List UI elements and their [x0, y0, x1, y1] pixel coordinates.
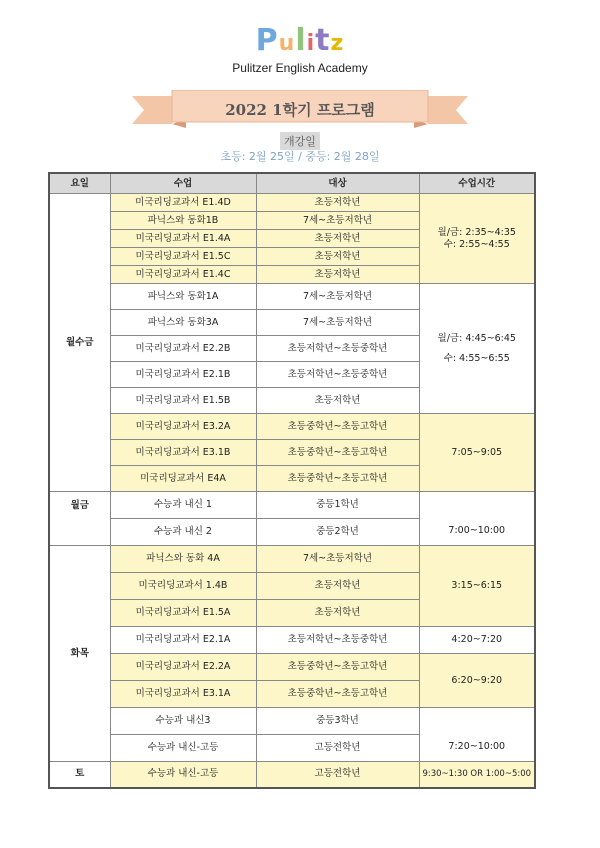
logo-letter: i	[306, 31, 316, 56]
time-cell	[419, 194, 535, 284]
class-cell: 수능과 내신-고등	[110, 735, 256, 762]
class-cell: 미국리딩교과서 1.4B	[110, 573, 256, 600]
day-cell: 토	[49, 762, 110, 788]
target-cell: 초등저학년	[256, 248, 419, 266]
table-row	[49, 762, 535, 788]
table-header-row	[49, 173, 535, 194]
target-cell: 고등전학년	[256, 735, 419, 762]
class-cell: 미국리딩교과서 E1.5A	[110, 600, 256, 627]
logo-letter: t	[315, 23, 331, 58]
logo-letter: u	[278, 31, 296, 56]
time-cell: 9:30~1:30 OR 1:00~5:00	[419, 762, 535, 788]
open-label-text: 개강일	[280, 132, 320, 150]
class-cell: 미국리딩교과서 E1.5C	[110, 248, 256, 266]
target-cell: 7세~초등저학년	[256, 284, 419, 310]
time-cell: 7:05~9:05	[419, 414, 535, 492]
page-title: 2022 1학기 프로그램	[225, 101, 375, 119]
target-cell: 초등중학년~초등고학년	[256, 440, 419, 466]
time-line: 수: 4:55~6:55	[443, 352, 510, 364]
table-row	[49, 284, 535, 310]
class-cell: 파닉스와 동화1B	[110, 212, 256, 230]
target-cell: 초등저학년~초등중학년	[256, 336, 419, 362]
header-day: 요일	[49, 173, 110, 194]
target-cell: 초등저학년	[256, 230, 419, 248]
table-row	[49, 708, 535, 735]
class-cell: 미국리딩교과서 E2.2B	[110, 336, 256, 362]
target-cell: 초등중학년~초등고학년	[256, 466, 419, 492]
target-cell: 초등저학년~초등중학년	[256, 627, 419, 654]
class-cell: 수능과 내신3	[110, 708, 256, 735]
class-cell: 수능과 내신-고등	[110, 762, 256, 788]
class-cell: 파닉스와 동화 4A	[110, 546, 256, 573]
target-cell: 고등전학년	[256, 762, 419, 788]
time-cell: 6:20~9:20	[419, 654, 535, 708]
target-cell: 초등중학년~초등고학년	[256, 681, 419, 708]
time-cell: 7:20~10:00	[419, 708, 535, 762]
class-cell: 파닉스와 동화1A	[110, 284, 256, 310]
class-cell: 미국리딩교과서 E1.4C	[110, 266, 256, 284]
target-cell: 7세~초등저학년	[256, 310, 419, 336]
open-label	[0, 130, 600, 150]
class-cell: 수능과 내신 2	[110, 519, 256, 546]
academy-logo	[0, 24, 600, 75]
target-cell: 초등저학년	[256, 573, 419, 600]
header-time: 수업시간	[419, 173, 535, 194]
target-cell: 초등중학년~초등고학년	[256, 414, 419, 440]
target-cell: 초등저학년	[256, 266, 419, 284]
target-cell: 초등중학년~초등고학년	[256, 654, 419, 681]
class-cell: 미국리딩교과서 E1.5B	[110, 388, 256, 414]
target-cell: 중등3학년	[256, 708, 419, 735]
time-line: 월/금: 2:35~4:35	[437, 226, 516, 238]
target-cell: 초등저학년	[256, 194, 419, 212]
class-cell: 미국리딩교과서 E2.1B	[110, 362, 256, 388]
class-cell: 미국리딩교과서 E1.4A	[110, 230, 256, 248]
class-cell: 미국리딩교과서 E1.4D	[110, 194, 256, 212]
target-cell: 중등1학년	[256, 492, 419, 519]
table-row	[49, 654, 535, 681]
time-line: 월/금: 4:45~6:45	[437, 332, 516, 344]
class-cell: 미국리딩교과서 E3.1A	[110, 681, 256, 708]
day-cell: 월금	[49, 492, 110, 546]
time-line: 수: 2:55~4:55	[443, 238, 510, 250]
header-class: 수업	[110, 173, 256, 194]
class-cell: 미국리딩교과서 E3.1B	[110, 440, 256, 466]
time-cell	[419, 284, 535, 414]
class-cell: 파닉스와 동화3A	[110, 310, 256, 336]
table-row	[49, 546, 535, 573]
day-cell: 화목	[49, 546, 110, 762]
logo-mark	[0, 24, 600, 61]
target-cell: 중등2학년	[256, 519, 419, 546]
class-cell: 미국리딩교과서 E2.1A	[110, 627, 256, 654]
target-cell: 7세~초등저학년	[256, 212, 419, 230]
header-target: 대상	[256, 173, 419, 194]
time-cell: 7:00~10:00	[419, 492, 535, 546]
table-row	[49, 414, 535, 440]
table-row	[49, 492, 535, 519]
time-cell: 4:20~7:20	[419, 627, 535, 654]
logo-letter: l	[295, 23, 307, 58]
target-cell: 초등저학년	[256, 388, 419, 414]
class-cell: 수능과 내신 1	[110, 492, 256, 519]
logo-subtitle: Pulitzer English Academy	[232, 61, 368, 75]
open-dates: 초등: 2월 25일 / 중등: 2월 28일	[220, 150, 380, 163]
table-row	[49, 627, 535, 654]
day-cell: 월수금	[49, 194, 110, 492]
class-cell: 미국리딩교과서 E2.2A	[110, 654, 256, 681]
class-cell: 미국리딩교과서 E3.2A	[110, 414, 256, 440]
table-row	[49, 194, 535, 212]
target-cell: 7세~초등저학년	[256, 546, 419, 573]
logo-letter: z	[330, 31, 345, 56]
schedule-table	[48, 172, 536, 789]
time-cell: 3:15~6:15	[419, 546, 535, 627]
logo-letter: P	[255, 23, 279, 58]
target-cell: 초등저학년	[256, 600, 419, 627]
class-cell: 미국리딩교과서 E4A	[110, 466, 256, 492]
target-cell: 초등저학년~초등중학년	[256, 362, 419, 388]
